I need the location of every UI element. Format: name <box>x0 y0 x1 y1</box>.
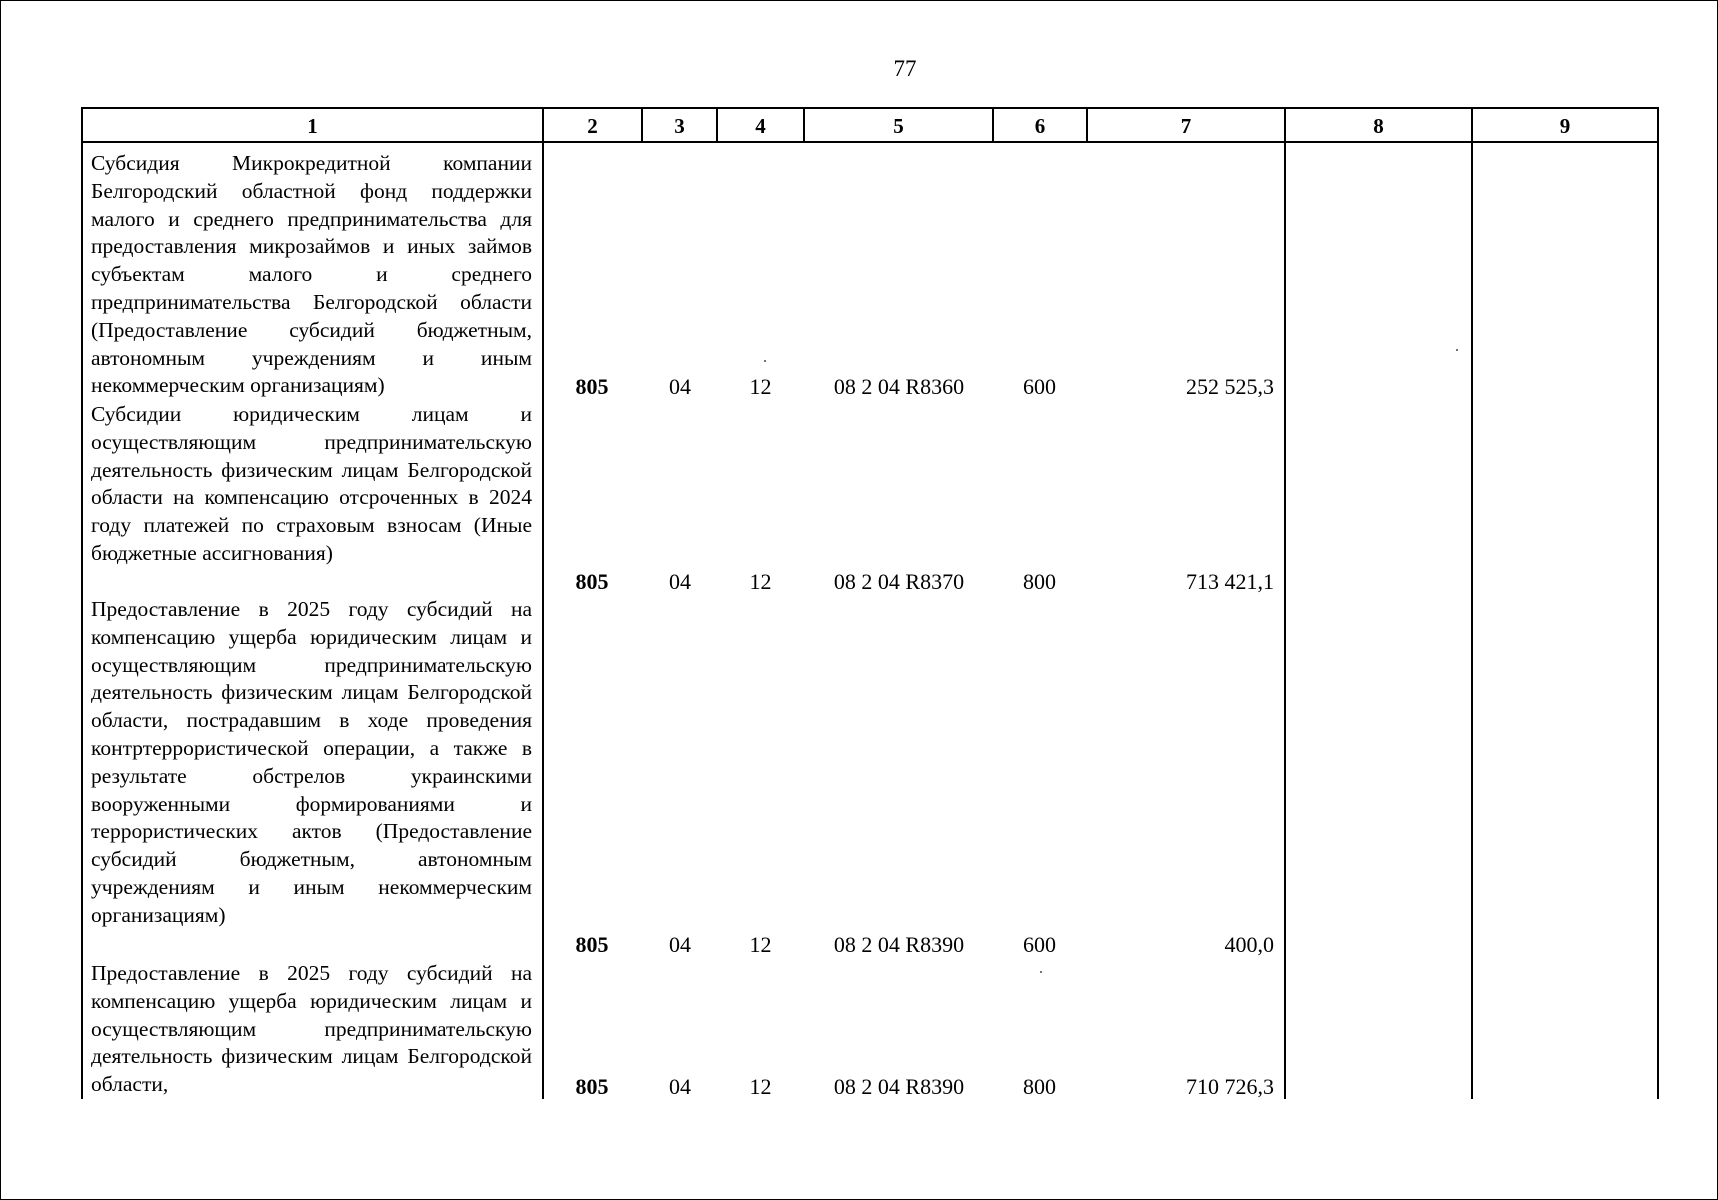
row-3-col-5: 08 2 04 R8390 <box>833 932 965 957</box>
row-1-col-7: 252 525,3 <box>1186 374 1274 399</box>
row-4-col-2: 805 <box>575 1074 609 1099</box>
row-2-col-4: 12 <box>749 569 772 594</box>
col-divider-1 <box>542 107 544 1099</box>
row-2-col-7: 713 421,1 <box>1186 569 1274 594</box>
column-header-6: 6 <box>1034 114 1046 138</box>
row-4-col-6: 800 <box>1023 1074 1056 1099</box>
row-2-col-2: 805 <box>575 569 609 594</box>
row-2-description: Субсидии юридическим лицам и осуществляющим предпринимательскую деятельность физическим лицам Белгородской области на компенсацию отсроченных в 2024 году платежей по страховым взносам (Иные бюджетные ассигнования) <box>91 402 532 565</box>
column-header-2: 2 <box>587 114 598 138</box>
row-3-col-4: 12 <box>749 932 772 957</box>
column-header-8: 8 <box>1373 114 1384 138</box>
header-bottom-border <box>81 141 1659 143</box>
scan-speck <box>1040 971 1042 973</box>
scan-speck <box>764 360 766 362</box>
scan-speck <box>1456 349 1458 351</box>
column-header-4: 4 <box>755 114 766 138</box>
column-header-9: 9 <box>1559 114 1571 138</box>
table-left-border <box>81 107 83 1099</box>
row-1-col-4: 12 <box>749 374 772 399</box>
row-1-col-6: 600 <box>1023 374 1056 399</box>
row-3-description: Предоставление в 2025 году субсидий на компенсацию ущерба юридическим лицам и осуществляющим предпринимательскую деятельность физическим лицам Белгородской области, пострадавшим в ходе проведения контртеррористической операции, а также в результате обстрелов украинскими вооруженными формированиями и террористических актов (Предоставление субсидий бюджетным, автономным учреждениям и иным некоммерческим организациям) <box>91 597 532 927</box>
row-2-col-6: 800 <box>1023 569 1056 594</box>
row-1-col-5: 08 2 04 R8360 <box>833 374 965 399</box>
col-divider-7 <box>1284 107 1286 1099</box>
row-2-col-5: 08 2 04 R8370 <box>833 569 965 594</box>
row-3-col-2: 805 <box>575 932 609 957</box>
row-4-col-3: 04 <box>669 1074 691 1099</box>
row-1-col-3: 04 <box>669 374 691 399</box>
row-3-col-3: 04 <box>669 932 691 957</box>
page-number: 77 <box>893 56 917 81</box>
row-1-col-2: 805 <box>575 374 609 399</box>
row-4-col-7: 710 726,3 <box>1186 1074 1274 1099</box>
column-header-5: 5 <box>893 114 904 138</box>
row-4-col-5: 08 2 04 R8390 <box>833 1074 965 1099</box>
table-top-border <box>81 107 1659 109</box>
column-header-1: 1 <box>307 114 318 138</box>
row-4-description: Предоставление в 2025 году субсидий на компенсацию ущерба юридическим лицам и осуществляющим предпринимательскую деятельность физическим лицам Белгородской области, <box>91 961 532 1097</box>
column-header-3: 3 <box>674 114 685 138</box>
table-right-border <box>1657 107 1659 1099</box>
row-3-col-6: 600 <box>1023 932 1056 957</box>
row-1-description: Субсидия Микрокредитной компании Белгородский областной фонд поддержки малого и среднего предпринимательства для предоставления микрозаймов и иных займов субъектам малого и среднего предпринимательства Белгородской области (Предоставление субсидий бюджетным, автономным учреждениям и иным некоммерческим организациям) <box>91 151 532 398</box>
col-divider-8 <box>1471 107 1473 1099</box>
row-4-col-4: 12 <box>749 1074 772 1099</box>
row-3-col-7: 400,0 <box>1224 932 1274 957</box>
row-2-col-3: 04 <box>669 569 691 594</box>
column-header-7: 7 <box>1180 114 1192 138</box>
